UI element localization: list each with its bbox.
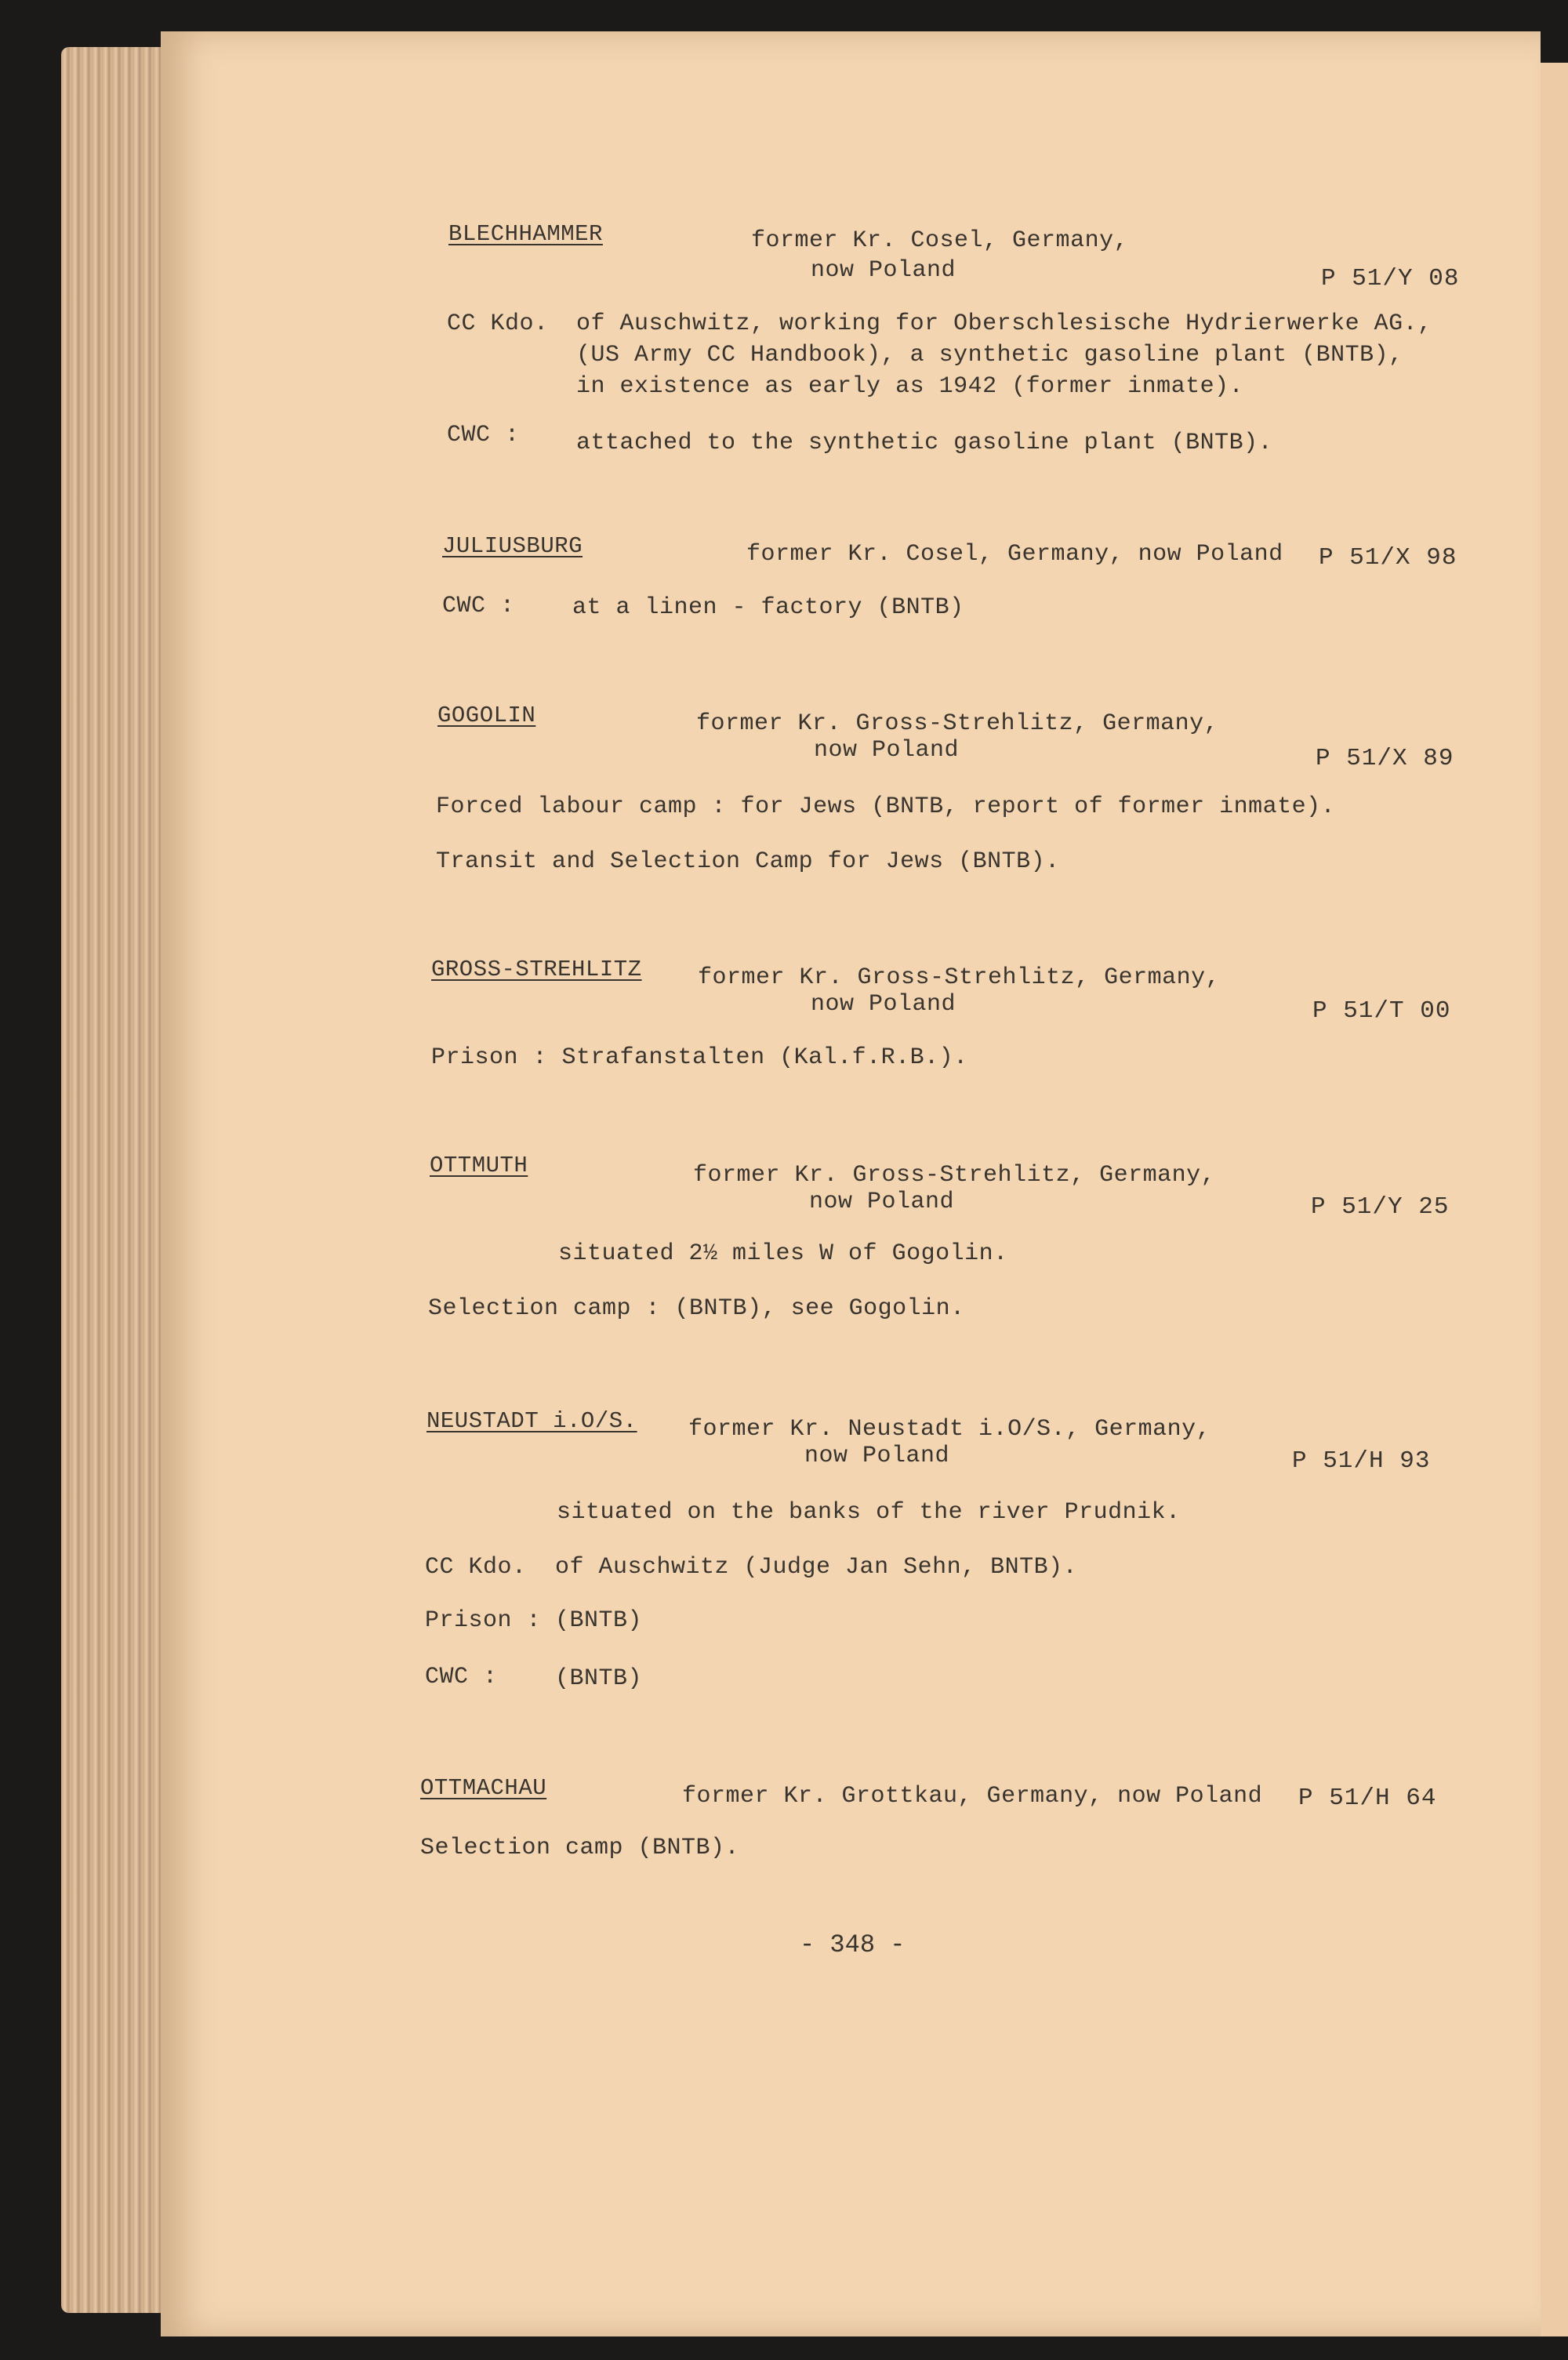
detail-line: Forced labour camp : for Jews (BNTB, report of former inmate).: [436, 793, 1336, 820]
map-reference: P 51/X 98: [1319, 544, 1457, 572]
detail-line: (US Army CC Handbook), a synthetic gasoline plant (BNTB),: [576, 342, 1403, 369]
detail-line: of Auschwitz (Judge Jan Sehn, BNTB).: [555, 1554, 1078, 1581]
detail-line: of Auschwitz, working for Oberschlesische Hydrierwerke AG.,: [576, 310, 1432, 337]
detail-label: CWC :: [442, 593, 515, 619]
entry-location-line: now Poland: [811, 991, 956, 1018]
detail-line: at a linen - factory (BNTB): [572, 594, 964, 621]
entry-location-line: former Kr. Gross-Strehlitz, Germany,: [696, 710, 1219, 737]
detail-line: Transit and Selection Camp for Jews (BNTB).: [436, 848, 1060, 875]
detail-label: CWC :: [447, 422, 520, 448]
map-reference: P 51/H 64: [1298, 1785, 1437, 1812]
entry-title-gross-strehlitz: GROSS-STREHLITZ: [431, 957, 642, 982]
entry-location-line: now Poland: [814, 737, 960, 764]
entry-location-line: former Kr. Gross-Strehlitz, Germany,: [698, 964, 1221, 991]
detail-line: (BNTB): [555, 1665, 643, 1692]
map-reference: P 51/H 93: [1292, 1447, 1431, 1475]
detail-line: situated 2½ miles W of Gogolin.: [558, 1240, 1008, 1267]
detail-label: Prison :: [425, 1607, 542, 1634]
entry-location-line: former Kr. Cosel, Germany, now Poland: [746, 541, 1283, 568]
detail-line: in existence as early as 1942 (former inmate).: [576, 373, 1244, 400]
detail-line: situated on the banks of the river Prudnik.: [557, 1499, 1181, 1526]
entry-location-line: former Kr. Neustadt i.O/S., Germany,: [688, 1416, 1211, 1443]
entry-location-line: former Kr. Gross-Strehlitz, Germany,: [693, 1162, 1216, 1189]
entry-title-neustadt: NEUSTADT i.O/S.: [426, 1408, 637, 1434]
entry-location-line: now Poland: [811, 257, 956, 284]
detail-label: CC Kdo.: [447, 310, 549, 337]
map-reference: P 51/Y 08: [1321, 265, 1460, 292]
detail-label: CC Kdo.: [425, 1554, 527, 1581]
entry-title-juliusburg: JULIUSBURG: [442, 533, 583, 559]
entry-title-ottmuth: OTTMUTH: [430, 1153, 528, 1178]
entry-location-line: former Kr. Grottkau, Germany, now Poland: [682, 1783, 1263, 1810]
entry-location-line: now Poland: [809, 1189, 955, 1215]
detail-line: Selection camp : (BNTB), see Gogolin.: [428, 1295, 965, 1322]
detail-line: Prison : Strafanstalten (Kal.f.R.B.).: [431, 1044, 968, 1071]
detail-line: Selection camp (BNTB).: [420, 1835, 740, 1861]
facing-page-edge: [1537, 63, 1568, 2336]
map-reference: P 51/X 89: [1316, 745, 1454, 772]
detail-line: attached to the synthetic gasoline plant (BNTB).: [576, 430, 1273, 456]
entry-title-blechhammer: BLECHHAMMER: [448, 221, 603, 247]
entry-location-line: now Poland: [804, 1443, 950, 1469]
detail-line: (BNTB): [555, 1607, 643, 1634]
map-reference: P 51/Y 25: [1311, 1193, 1450, 1221]
page-number: - 348 -: [800, 1930, 906, 1959]
entry-title-gogolin: GOGOLIN: [437, 703, 536, 728]
map-reference: P 51/T 00: [1312, 997, 1451, 1025]
detail-label: CWC :: [425, 1664, 498, 1690]
entry-location-line: former Kr. Cosel, Germany,: [751, 227, 1129, 254]
entry-title-ottmachau: OTTMACHAU: [420, 1775, 547, 1801]
